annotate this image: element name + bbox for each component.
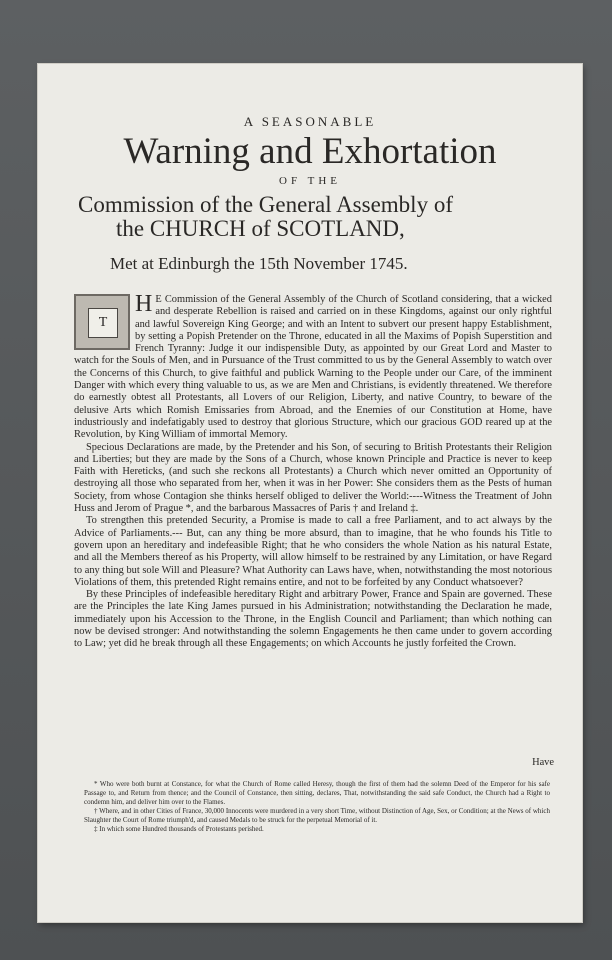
catchword: Have [532,757,554,768]
ornamental-initial [74,294,130,350]
initial-letter: T [88,308,118,338]
title-line-date: Met at Edinburgh the 15th November 1745. [110,254,408,273]
paragraph-2: Specious Declarations are made, by the Pretender and his Son, of securing to British Protestants their Religion and Liberties; but they are made by the Sons of a Church, whose known Principle and Practice is never to keep Faith with Hereticks, (and such she reckons all Protestants) a Church which never omitted an Opportunity of destroying all those who separated from her, when it was in her Power: She considers them as the Pests of human Society, from whose Contagion she thinks herself obliged to deliver the World:----Witness the Treatment of John Huss and Jerom of Prague *, and the barbarous Massacres of Paris † and Ireland ‡. [74,441,552,515]
footnote-3: ‡ In which some Hundred thousands of Protestants perished. [94,825,264,833]
dropcap-continuation: H [135,291,153,317]
footnotes [84,780,550,834]
broadside-sheet [38,64,582,922]
paragraph-4: By these Principles of indefeasible hereditary Right and arbitrary Power, France and Spain are governed. These are the Principles the late King James pursued in his Administration; notwithstanding the Declaration he made, immediately upon his Accession to the Throne, in the English Council and Parliament; than which nothing can now be devised stronger: And notwithstanding the solemn Engagements he then came under to govern according to Law; yet did he break through all these Engagements; on which Accounts he justly forfeited the Crown. [74,589,552,650]
proclamation-body [74,291,552,651]
paragraph-1: E Commission of the General Assembly of the Church of Scotland considering, that a wicked and desperate Rebellion is raised and carried on in these Kingdoms, against our only rightful and lawful Sovereign King George; and with an Intent to subvert our present happy Establishment, by setting a Popish Pretender on the Throne, educated in all the Maxims of Popish Superstition and French Tyranny: Judge it our indispensible Duty, as appointed by our Great Lord and Master to watch for the Souls of Men, and in Pursuance of the Trust committed to us by the General Assembly to watch over the Concerns of this Church, to give faithful and publick Warning to the People under our Care, of the imminent Danger with which every thing valuable to us, as we are Men and Christians, is evidently threatened. We therefore do earnestly obtest all Protestants, all Lovers of our Religion, Liberty, and native Country, to beware of the delusive Arts which Romish Emissaries from Abroad, and the Enemies of our Constitution at Home, have industriously and indefatigably used to destroy that glorious Structure, which our gracious GOD reared up at the Revolution, by King William of immortal Memory. [74,294,552,441]
title-line-seasonable: A SEASONABLE [243,114,377,129]
footnote-2: † Where, and in other Cities of France, 30,000 Innocents were murdered in a very short Time, without Distinction of Age, Sex, or Condition; at the News of which Slaughter the Court of Rome triumph'd, and caused Medals to be struck for the perpetual Memorial of it. [84,807,550,824]
title-line-commission: Commission of the General Assembly of [78,192,453,217]
footnote-divider [78,772,548,773]
footnote-1: * Who were both burnt at Constance, for what the Church of Rome called Heresy, though the first of them had the solemn Deed of the Emperor for his safe Passage to, and Return from thence; and the Council of Constance, then sitting, declares, That, notwithstanding the said safe Conduct, the Church had a Right to condemn him, and deliver him over to the Flames. [84,780,550,806]
paragraph-3: To strengthen this pretended Security, a Promise is made to call a free Parliament, and to act always by the Advice of Parliaments.--- But, can any thing be more absurd, than to imagine, that he who founds his Title to govern upon an hereditary and indefeasible Right; that he who considers the whole Nation as his natural Estate, and all the Members thereof as his Property, will allow himself to be restrained by any Limitation, or have Regard to any thing but sole Will and Pleasure? What Authority can Laws have, when, notwithstanding the most notorious Violations of them, this pretended Right remains entire, and not to be forfeited by any Conduct whatsoever? [74,515,552,588]
title-line-church: the CHURCH of SCOTLAND, [116,216,405,241]
title-line-warning: Warning and Exhortation [123,131,497,172]
title-line-of-the: OF THE [279,175,341,187]
